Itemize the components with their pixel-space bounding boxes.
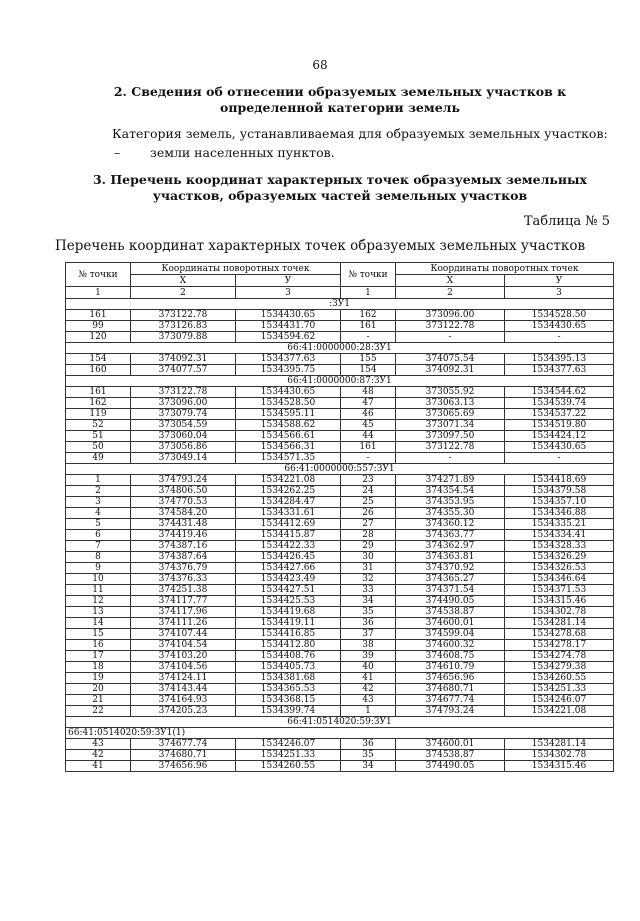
y-coordinate: 1534427.66 [236,563,341,574]
y-coordinate: 1534544.62 [505,387,614,398]
y-coordinate: 1534528.50 [505,310,614,321]
table-row [66,750,614,761]
x-coordinate: 374538.87 [396,750,505,761]
y-coordinate: 1534422.33 [236,541,341,552]
x-coordinate: 374680.71 [131,750,236,761]
y-coordinate: 1534588.62 [236,420,341,431]
column-number: 2 [396,287,505,299]
table-row [66,640,614,651]
table-row [66,387,614,398]
point-number: 33 [341,585,396,596]
y-coordinate: 1534281.14 [505,618,614,629]
point-number: 48 [341,387,396,398]
y-coordinate: 1534377.63 [505,365,614,376]
section-3-heading: 3. Перечень координат характерных точек образуемых земельных участков, образуемых частей земельных участков [92,172,588,203]
y-coordinate: 1534326.29 [505,552,614,563]
x-coordinate: 374117.96 [131,607,236,618]
table-row [66,442,614,453]
x-coordinate: 374111.26 [131,618,236,629]
y-coordinate: 1534430.65 [236,310,341,321]
table-row [66,508,614,519]
y-coordinate: 1534221.08 [505,706,614,717]
x-coordinate: 373122.78 [131,387,236,398]
x-coordinate: 374610.79 [396,662,505,673]
section-row [66,376,614,387]
table-row [66,629,614,640]
point-number: 21 [66,695,131,706]
table-row [66,541,614,552]
header-x: X [396,275,505,287]
y-coordinate: 1534326.53 [505,563,614,574]
table-row [66,552,614,563]
table-row [66,739,614,750]
coordinates-table [65,262,614,772]
table-row [66,706,614,717]
table-row [66,596,614,607]
table-row [66,321,614,332]
table-row [66,519,614,530]
table-row [66,497,614,508]
y-coordinate: 1534331.61 [236,508,341,519]
x-coordinate: 373054.59 [131,420,236,431]
y-coordinate: 1534415.87 [236,530,341,541]
point-number: 8 [66,552,131,563]
x-coordinate: 373065.69 [396,409,505,420]
point-number: 34 [341,761,396,772]
point-number: 3 [66,497,131,508]
y-coordinate: 1534424.12 [505,431,614,442]
y-coordinate: 1534412.69 [236,519,341,530]
point-number: 9 [66,563,131,574]
table-row [66,398,614,409]
y-coordinate: 1534251.33 [236,750,341,761]
point-number: 6 [66,530,131,541]
header-y: У [236,275,341,287]
y-coordinate: 1534334.41 [505,530,614,541]
y-coordinate: 1534328.33 [505,541,614,552]
x-coordinate: 373055.92 [396,387,505,398]
table-row [66,431,614,442]
x-coordinate: 373096.00 [131,398,236,409]
table-row [66,332,614,343]
point-number: 40 [341,662,396,673]
y-coordinate: 1534279.38 [505,662,614,673]
x-coordinate: 374124.11 [131,673,236,684]
column-number: 1 [341,287,396,299]
point-number: 155 [341,354,396,365]
table-row [66,607,614,618]
point-number: 41 [341,673,396,684]
y-coordinate: 1534278.68 [505,629,614,640]
x-coordinate: 374656.96 [396,673,505,684]
point-number: 20 [66,684,131,695]
x-coordinate: 374677.74 [131,739,236,750]
x-coordinate: 374387.64 [131,552,236,563]
y-coordinate: 1534377.63 [236,354,341,365]
y-coordinate: 1534537.22 [505,409,614,420]
point-number: 49 [66,453,131,464]
x-coordinate: 374600.01 [396,618,505,629]
x-coordinate: 374353.95 [396,497,505,508]
x-coordinate: - [396,453,505,464]
section-label: 66:41:0000000:28:ЗУ1 [66,343,614,354]
x-coordinate: 374107.44 [131,629,236,640]
point-number: 44 [341,431,396,442]
y-coordinate: - [505,332,614,343]
table-row [66,574,614,585]
page-number: 68 [312,58,328,72]
x-coordinate: 374355.30 [396,508,505,519]
x-coordinate: 374600.32 [396,640,505,651]
section-row [66,299,614,310]
point-number: 22 [66,706,131,717]
y-coordinate: 1534405.73 [236,662,341,673]
x-coordinate: 374143.44 [131,684,236,695]
table-row [66,673,614,684]
x-coordinate: 373063.13 [396,398,505,409]
section-2-heading: 2. Сведения об отнесении образуемых земельных участков к определенной категории земель [113,84,567,115]
y-coordinate: 1534566.61 [236,431,341,442]
y-coordinate: 1534430.65 [505,321,614,332]
point-number: 18 [66,662,131,673]
y-coordinate: 1534594.62 [236,332,341,343]
y-coordinate: - [505,453,614,464]
y-coordinate: 1534365.53 [236,684,341,695]
table-row [66,761,614,772]
point-number: 35 [341,750,396,761]
x-coordinate: 374365.27 [396,574,505,585]
x-coordinate: 374205.23 [131,706,236,717]
table-row [66,409,614,420]
x-coordinate: 374608.75 [396,651,505,662]
table-row [66,354,614,365]
point-number: 160 [66,365,131,376]
table-row [66,585,614,596]
land-category-value: земли населенных пунктов. [150,145,335,160]
land-category-item [114,145,335,160]
x-coordinate: 374092.31 [396,365,505,376]
x-coordinate: 374370.92 [396,563,505,574]
point-number: 23 [341,475,396,486]
y-coordinate: 1534260.55 [505,673,614,684]
point-number: 19 [66,673,131,684]
y-coordinate: 1534416.85 [236,629,341,640]
point-number: 41 [66,761,131,772]
y-coordinate: 1534262.25 [236,486,341,497]
point-number: 51 [66,431,131,442]
section-label: 66:41:0000000:87:ЗУ1 [66,376,614,387]
y-coordinate: 1534399.74 [236,706,341,717]
land-category-text: Категория земель, устанавливаемая для образуемых земельных участков: [112,126,608,141]
table-row [66,453,614,464]
table-body [66,299,614,772]
point-number: 14 [66,618,131,629]
x-coordinate: 373056.86 [131,442,236,453]
x-coordinate: 374584.20 [131,508,236,519]
y-coordinate: 1534395.13 [505,354,614,365]
header-point-number: № точки [66,263,131,287]
x-coordinate: 374376.79 [131,563,236,574]
x-coordinate: 374103.20 [131,651,236,662]
point-number: 24 [341,486,396,497]
section-label: 66:41:0514020:59:ЗУ1(1) [66,728,614,739]
table-row [66,651,614,662]
x-coordinate: - [396,332,505,343]
x-coordinate: 374387.16 [131,541,236,552]
point-number: 25 [341,497,396,508]
y-coordinate: 1534412.80 [236,640,341,651]
y-coordinate: 1534221.08 [236,475,341,486]
point-number: 16 [66,640,131,651]
y-coordinate: 1534251.33 [505,684,614,695]
x-coordinate: 374363.81 [396,552,505,563]
y-coordinate: 1534260.55 [236,761,341,772]
x-coordinate: 374656.96 [131,761,236,772]
y-coordinate: 1534346.64 [505,574,614,585]
column-number: 3 [505,287,614,299]
y-coordinate: 1534274.78 [505,651,614,662]
y-coordinate: 1534431.70 [236,321,341,332]
table-caption: Перечень координат характерных точек образуемых земельных участков [54,238,586,254]
y-coordinate: 1534379.58 [505,486,614,497]
y-coordinate: 1534595.11 [236,409,341,420]
y-coordinate: 1534419.11 [236,618,341,629]
header-coordinates: Координаты поворотных точек [131,263,341,275]
point-number: 4 [66,508,131,519]
point-number: 30 [341,552,396,563]
x-coordinate: 374793.24 [396,706,505,717]
point-number: 12 [66,596,131,607]
point-number: 28 [341,530,396,541]
x-coordinate: 374251.38 [131,585,236,596]
x-coordinate: 374793.24 [131,475,236,486]
point-number: 5 [66,519,131,530]
x-coordinate: 374770.53 [131,497,236,508]
point-number: 35 [341,607,396,618]
point-number: 1 [66,475,131,486]
x-coordinate: 373122.78 [396,321,505,332]
y-coordinate: 1534430.65 [505,442,614,453]
point-number: 154 [66,354,131,365]
y-coordinate: 1534418.69 [505,475,614,486]
point-number: 52 [66,420,131,431]
x-coordinate: 373097.50 [396,431,505,442]
y-coordinate: 1534539.74 [505,398,614,409]
point-number: 11 [66,585,131,596]
x-coordinate: 374680.71 [396,684,505,695]
point-number: 37 [341,629,396,640]
x-coordinate: 374371.54 [396,585,505,596]
point-number: 46 [341,409,396,420]
y-coordinate: 1534302.78 [505,750,614,761]
y-coordinate: 1534278.17 [505,640,614,651]
y-coordinate: 1534246.07 [505,695,614,706]
table-number: Таблица № 5 [523,214,610,229]
x-coordinate: 374354.54 [396,486,505,497]
point-number: 42 [341,684,396,695]
x-coordinate: 374077.57 [131,365,236,376]
table-row [66,618,614,629]
y-coordinate: 1534381.68 [236,673,341,684]
x-coordinate: 374360.12 [396,519,505,530]
x-coordinate: 374538.87 [396,607,505,618]
y-coordinate: 1534426.45 [236,552,341,563]
x-coordinate: 373079.88 [131,332,236,343]
point-number: 161 [341,442,396,453]
point-number: - [341,453,396,464]
point-number: 27 [341,519,396,530]
header-point-number: № точки [341,263,396,287]
point-number: 36 [341,739,396,750]
table-row [66,695,614,706]
y-coordinate: 1534335.21 [505,519,614,530]
x-coordinate: 374490.05 [396,761,505,772]
section-row [66,728,614,739]
x-coordinate: 373049.14 [131,453,236,464]
table-row [66,530,614,541]
x-coordinate: 373122.78 [396,442,505,453]
header-x: X [131,275,236,287]
point-number: 10 [66,574,131,585]
x-coordinate: 374362.97 [396,541,505,552]
point-number: 29 [341,541,396,552]
x-coordinate: 374806.50 [131,486,236,497]
y-coordinate: 1534419.68 [236,607,341,618]
table-row [66,475,614,486]
x-coordinate: 373096.00 [396,310,505,321]
y-coordinate: 1534566.31 [236,442,341,453]
column-number: 1 [66,287,131,299]
point-number: 99 [66,321,131,332]
column-number: 2 [131,287,236,299]
section-row [66,717,614,728]
y-coordinate: 1534408.76 [236,651,341,662]
x-coordinate: 374104.56 [131,662,236,673]
section-label: :ЗУ1 [66,299,614,310]
point-number: 7 [66,541,131,552]
header-y: У [505,275,614,287]
point-number: 162 [66,398,131,409]
x-coordinate: 374431.48 [131,519,236,530]
y-coordinate: 1534284.47 [236,497,341,508]
x-coordinate: 374117.77 [131,596,236,607]
y-coordinate: 1534371.53 [505,585,614,596]
point-number: 17 [66,651,131,662]
section-row [66,343,614,354]
point-number: 26 [341,508,396,519]
y-coordinate: 1534346.88 [505,508,614,519]
x-coordinate: 374419.46 [131,530,236,541]
point-number: 1 [341,706,396,717]
x-coordinate: 374271.89 [396,475,505,486]
point-number: 13 [66,607,131,618]
section-row [66,464,614,475]
point-number: 34 [341,596,396,607]
point-number: 47 [341,398,396,409]
point-number: 36 [341,618,396,629]
list-dash: – [114,145,121,160]
x-coordinate: 373126.83 [131,321,236,332]
point-number: 50 [66,442,131,453]
x-coordinate: 374677.74 [396,695,505,706]
x-coordinate: 374104.54 [131,640,236,651]
y-coordinate: 1534315.46 [505,596,614,607]
y-coordinate: 1534246.07 [236,739,341,750]
y-coordinate: 1534528.50 [236,398,341,409]
point-number: 161 [66,387,131,398]
point-number: 42 [66,750,131,761]
point-number: 15 [66,629,131,640]
x-coordinate: 373060.04 [131,431,236,442]
point-number: 162 [341,310,396,321]
table-row [66,563,614,574]
point-number: - [341,332,396,343]
x-coordinate: 374490.05 [396,596,505,607]
x-coordinate: 374599.04 [396,629,505,640]
point-number: 154 [341,365,396,376]
y-coordinate: 1534571.35 [236,453,341,464]
y-coordinate: 1534423.49 [236,574,341,585]
point-number: 161 [66,310,131,321]
y-coordinate: 1534368.15 [236,695,341,706]
y-coordinate: 1534519.80 [505,420,614,431]
table-row [66,662,614,673]
y-coordinate: 1534395.75 [236,365,341,376]
header-coordinates: Координаты поворотных точек [396,263,614,275]
point-number: 2 [66,486,131,497]
y-coordinate: 1534430.65 [236,387,341,398]
point-number: 119 [66,409,131,420]
y-coordinate: 1534315.46 [505,761,614,772]
table-row [66,420,614,431]
point-number: 38 [341,640,396,651]
point-number: 31 [341,563,396,574]
table-row [66,365,614,376]
y-coordinate: 1534302.78 [505,607,614,618]
point-number: 43 [66,739,131,750]
x-coordinate: 374092.31 [131,354,236,365]
y-coordinate: 1534357.10 [505,497,614,508]
point-number: 32 [341,574,396,585]
point-number: 43 [341,695,396,706]
x-coordinate: 373122.78 [131,310,236,321]
point-number: 39 [341,651,396,662]
y-coordinate: 1534425.53 [236,596,341,607]
x-coordinate: 373071.34 [396,420,505,431]
x-coordinate: 373079.74 [131,409,236,420]
point-number: 120 [66,332,131,343]
point-number: 161 [341,321,396,332]
x-coordinate: 374363.77 [396,530,505,541]
table-row [66,486,614,497]
table-row [66,310,614,321]
section-label: 66:41:0000000:557:ЗУ1 [66,464,614,475]
section-label: 66:41:0514020:59:ЗУ1 [66,717,614,728]
x-coordinate: 374164.93 [131,695,236,706]
x-coordinate: 374600.01 [396,739,505,750]
table-row [66,684,614,695]
y-coordinate: 1534427.51 [236,585,341,596]
point-number: 45 [341,420,396,431]
y-coordinate: 1534281.14 [505,739,614,750]
column-number: 3 [236,287,341,299]
x-coordinate: 374075.54 [396,354,505,365]
x-coordinate: 374376.33 [131,574,236,585]
